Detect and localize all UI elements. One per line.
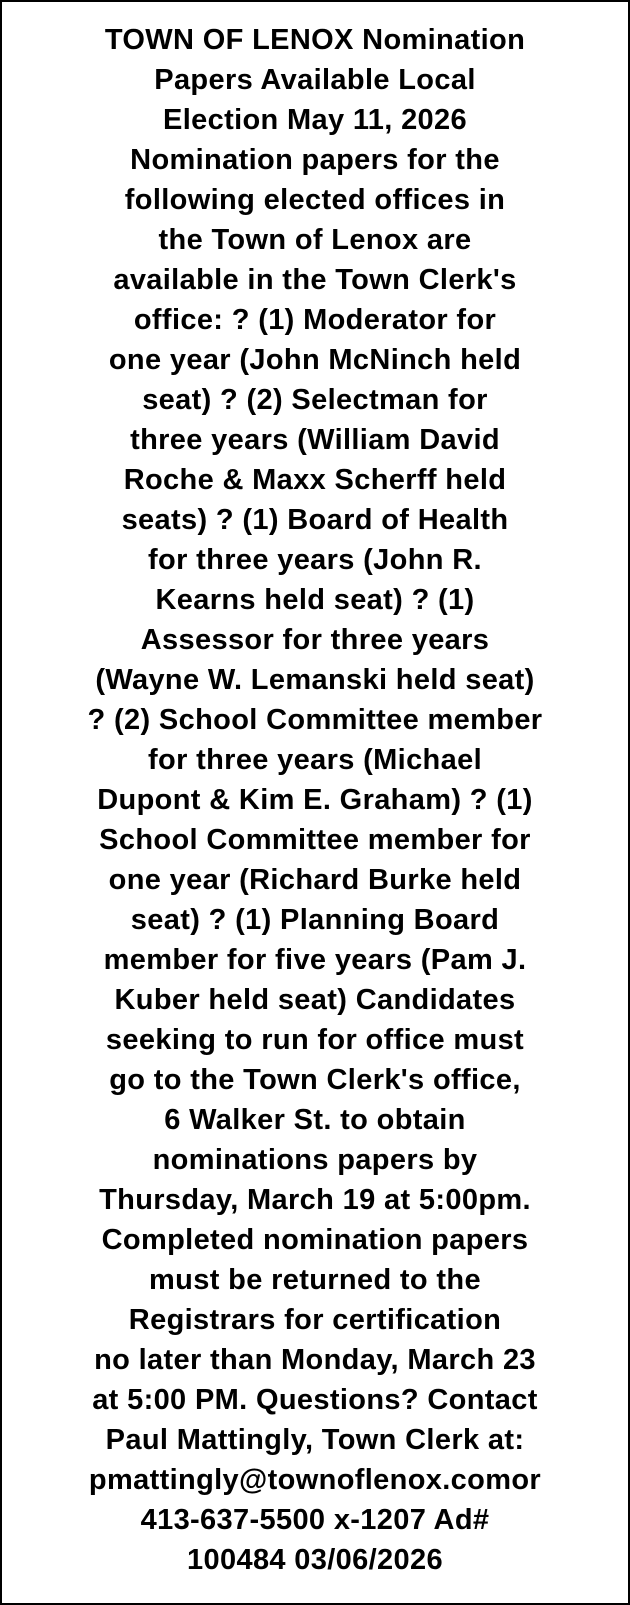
ad-line: Nomination papers for the <box>130 144 500 176</box>
ad-line: available in the Town Clerk's <box>113 264 517 296</box>
ad-line: seeking to run for office must <box>105 1024 525 1056</box>
ad-line: pmattingly@townoflenox.comor <box>88 1464 542 1496</box>
ad-line: must be returned to the <box>149 1264 481 1296</box>
ad-line: at 5:00 PM. Questions? Contact <box>92 1384 538 1416</box>
ad-line: 413-637-5500 x-1207 Ad# <box>140 1504 490 1536</box>
ad-line: following elected offices in <box>124 184 506 216</box>
ad-line: 6 Walker St. to obtain <box>164 1104 466 1136</box>
ad-line: member for five years (Pam J. <box>103 944 527 976</box>
ad-line: Election May 11, 2026 <box>163 104 467 136</box>
ad-line: Completed nomination papers <box>101 1224 529 1256</box>
ad-line: three years (William David <box>130 424 500 456</box>
ad-line: go to the Town Clerk's office, <box>109 1064 521 1096</box>
ad-line: School Committee member for <box>99 824 531 856</box>
ad-line: seat) ? (2) Selectman for <box>142 384 488 416</box>
ad-line: office: ? (1) Moderator for <box>133 304 497 336</box>
ad-line: the Town of Lenox are <box>158 224 472 256</box>
ad-line: for three years (John R. <box>148 544 482 576</box>
ad-line: seat) ? (1) Planning Board <box>130 904 500 936</box>
ad-line: Paul Mattingly, Town Clerk at: <box>105 1424 525 1456</box>
ad-line: Roche & Maxx Scherff held <box>123 464 507 496</box>
ad-line: Registrars for certification <box>128 1304 502 1336</box>
ad-line: for three years (Michael <box>148 744 482 776</box>
ad-line: Dupont & Kim E. Graham) ? (1) <box>97 784 533 816</box>
ad-line: nominations papers by <box>152 1144 478 1176</box>
ad-line: Kuber held seat) Candidates <box>114 984 516 1016</box>
ad-line: TOWN OF LENOX Nomination <box>104 24 526 56</box>
ad-line: Kearns held seat) ? (1) <box>155 584 475 616</box>
ad-line: one year (John McNinch held <box>108 344 522 376</box>
ad-line: ? (2) School Committee member <box>87 704 543 736</box>
ad-line: Thursday, March 19 at 5:00pm. <box>99 1184 531 1216</box>
ad-body-text <box>18 20 612 1580</box>
ad-line: one year (Richard Burke held <box>108 864 522 896</box>
ad-line: no later than Monday, March 23 <box>94 1344 536 1376</box>
ad-line: Papers Available Local <box>154 64 476 96</box>
ad-line: (Wayne W. Lemanski held seat) <box>95 664 535 696</box>
ad-line: Assessor for three years <box>140 624 490 656</box>
ad-line: 100484 03/06/2026 <box>187 1544 443 1576</box>
ad-line: seats) ? (1) Board of Health <box>121 504 509 536</box>
